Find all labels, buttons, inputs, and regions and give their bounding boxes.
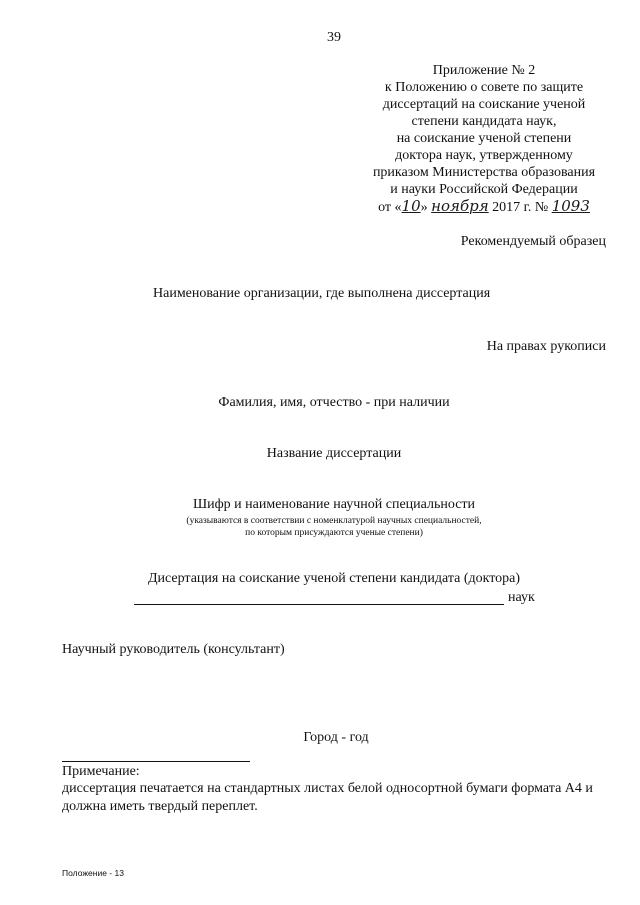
appendix-line: и науки Российской Федерации (390, 182, 578, 197)
degree-suffix: наук (508, 590, 535, 605)
note-divider (62, 761, 250, 762)
supervisor-label: Научный руководитель (консультант) (62, 642, 285, 657)
handwritten-month: ноября (431, 197, 489, 215)
appendix-line: доктора наук, утвержденному (395, 148, 573, 163)
appendix-line: приказом Министерства образования (372, 165, 596, 180)
note-label: Примечание: (62, 764, 140, 779)
handwritten-order-number: 1093 (551, 197, 590, 215)
year-text: 2017 г. № (488, 200, 552, 215)
page-number: 39 (327, 30, 341, 45)
appendix-line: Приложение № 2 (432, 63, 536, 78)
note-text: диссертация печатается на стандартных листах белой односортной бумаги формата А4 и должна иметь твердый переплет. (62, 781, 593, 814)
organization-name: Наименование организации, где выполнена диссертация (153, 286, 491, 301)
order-date-line (364, 198, 604, 216)
manuscript-rights: На правах рукописи (486, 339, 606, 354)
footer-label: Положение - 13 (62, 868, 124, 878)
specialty-note-line: (указываются в соответствии с номенклатурой научных специальностей, (186, 516, 482, 526)
specialty-note-line: по которым присуждаются ученые степени) (245, 528, 423, 538)
handwritten-day: 10 (401, 197, 421, 215)
date-prefix: от « (378, 200, 402, 215)
degree-line: Дисертация на соискание ученой степени кандидата (доктора) (147, 571, 521, 586)
appendix-line: степени кандидата наук, (411, 114, 557, 129)
city-year: Город - год (303, 730, 369, 745)
specialty-title: Шифр и наименование научной специальности (192, 497, 476, 512)
degree-blank-line (134, 604, 504, 605)
appendix-line: на соискание ученой степени (396, 131, 572, 146)
appendix-header (364, 62, 604, 216)
full-name-placeholder: Фамилия, имя, отчество - при наличии (218, 395, 450, 410)
dissertation-title: Название диссертации (266, 446, 402, 461)
specialty-note (186, 515, 481, 539)
appendix-line: диссертаций на соискание ученой (382, 97, 586, 112)
recommended-sample-label: Рекомендуемый образец (460, 234, 606, 249)
date-mid: » (420, 200, 432, 215)
appendix-line: к Положению о совете по защите (384, 80, 584, 95)
